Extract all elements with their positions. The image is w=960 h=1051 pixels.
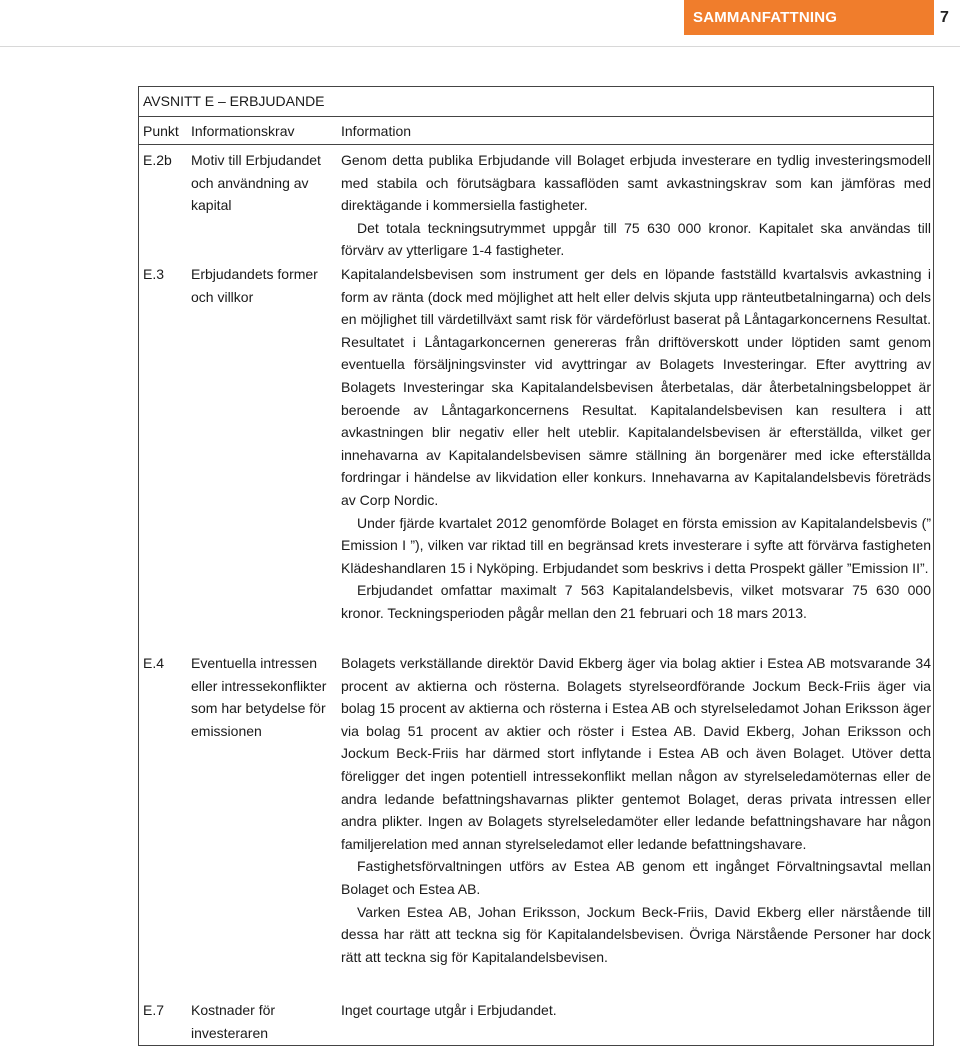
paragraph: Under fjärde kvartalet 2012 genomförde Bolaget en första emission av Kapitalandelsbevis (” Emission I ”), vilken var riktad till en begränsad krets investerare i syfte att förvärva fastigheten Klädeshandlaren 15 i Nyköping. Erbjudandet som beskrivs i detta Prospekt gäller ”Emission II”.	[341, 514, 931, 576]
row-point: E.7	[143, 1002, 165, 1018]
divider	[139, 116, 933, 117]
column-header-requirement: Informationskrav	[191, 123, 295, 139]
row-point: E.2b	[143, 152, 172, 168]
divider	[139, 144, 933, 145]
row-requirement: Eventuella intressen eller intressekonflikter som har betydelse för emissionen	[191, 655, 327, 739]
paragraph: Genom detta publika Erbjudande vill Bolaget erbjuda investerare en tydlig investeringsmodell med stabila och förutsägbara kassaflöden samt avkastningskrav som kan jämföras med direktägande i kommersiella fastigheter.	[341, 152, 931, 214]
section-tab: SAMMANFATTNING	[684, 0, 934, 35]
row-point: E.3	[143, 266, 165, 282]
paragraph: Kapitalandelsbevisen som instrument ger dels en löpande fastställd kvartalsvis avkastning i form av ränta (dock med möjlighet att helt eller delvis skjuta upp ränteutbetalningarna) och dels en möjlighet till värdetillväxt samt risk för värdeförlust baserat på Låntagarkoncernens Resultat. Resultatet i Låntagarkoncernen genereras från driftöverskott under löptiden samt genom eventuella försäljningsvinster vid avyttringar av Bolagets Investeringar. Efter avyttring av Bolagets Investeringar ska Kapitalandelsbevisen återbetalas, där återbetalningsbeloppet är beroende av Låntagarkoncernens Resultat. Kapitalandelsbevisen kan resultera i att avkastningen blir negativ eller helt uteblir. Kapitalandelsbevisen är efterställda, vilket ger innehavarna av Kapitalandelsbevisen sämre ställning än borgenärer med icke efterställda fordringar i händelse av likvidation eller konkurs. Innehavarna av Kapitalandelsbevis företräds av Corp Nordic.	[341, 266, 931, 508]
column-header-information: Information	[341, 123, 412, 139]
row-information	[341, 999, 931, 1022]
row-information	[341, 149, 931, 262]
column-header-point: Punkt	[143, 123, 179, 139]
row-point: E.4	[143, 655, 165, 671]
summary-table	[138, 86, 934, 1046]
page-number: 7	[940, 9, 949, 26]
paragraph: Det totala teckningsutrymmet uppgår till 75 630 000 kronor. Kapitalet ska användas till förvärv av ytterligare 1-4 fastigheter.	[341, 219, 931, 259]
row-information	[341, 652, 931, 968]
row-information	[341, 263, 931, 625]
paragraph: Bolagets verkställande direktör David Ekberg äger via bolag aktier i Estea AB motsvarande 34 procent av aktierna och rösterna. Bolagets styrelseordförande Jockum Beck-Friis äger via bolag 15 procent av aktierna och rösterna i Estea AB och styrelseledamot Johan Eriksson äger via bolag 51 procent av aktier och röster i Estea AB. David Ekberg, Johan Eriksson och Jockum Beck-Friis har därmed stort inflytande i Estea AB och även Bolaget. Utöver detta föreligger det ingen potentiell intressekonflikt mellan någon av styrelseledamöternas eller de andra ledande befattningshavarnas plikter gentemot Bolaget, deras privata intressen eller andra plikter. Ingen av Bolagets styrelseledamöter eller ledande befattningshavare har någon familjerelation med annan styrelseledamot eller ledande befattningshavare.	[341, 655, 931, 852]
header-divider	[0, 46, 960, 47]
section-title: AVSNITT E – ERBJUDANDE	[143, 93, 325, 109]
row-requirement: Kostnader för investeraren	[191, 1002, 276, 1041]
row-requirement: Motiv till Erbjudandet och användning av kapital	[191, 152, 321, 214]
paragraph: Varken Estea AB, Johan Eriksson, Jockum Beck-Friis, David Ekberg eller närstående till dessa har rätt att teckna sig för Kapitalandelsbevisen. Övriga Närstående Personer har dock rätt att teckna sig för Kapitalandelsbevisen.	[341, 903, 931, 965]
paragraph: Erbjudandet omfattar maximalt 7 563 Kapitalandelsbevis, vilket motsvarar 75 630 000 kronor. Teckningsperioden pågår mellan den 21 februari och 18 mars 2013.	[341, 582, 931, 621]
paragraph: Fastighetsförvaltningen utförs av Estea AB genom ett ingånget Förvaltningsavtal mellan Bolaget och Estea AB.	[341, 858, 931, 897]
paragraph: Inget courtage utgår i Erbjudandet.	[341, 1002, 557, 1018]
row-requirement: Erbjudandets former och villkor	[191, 266, 318, 305]
